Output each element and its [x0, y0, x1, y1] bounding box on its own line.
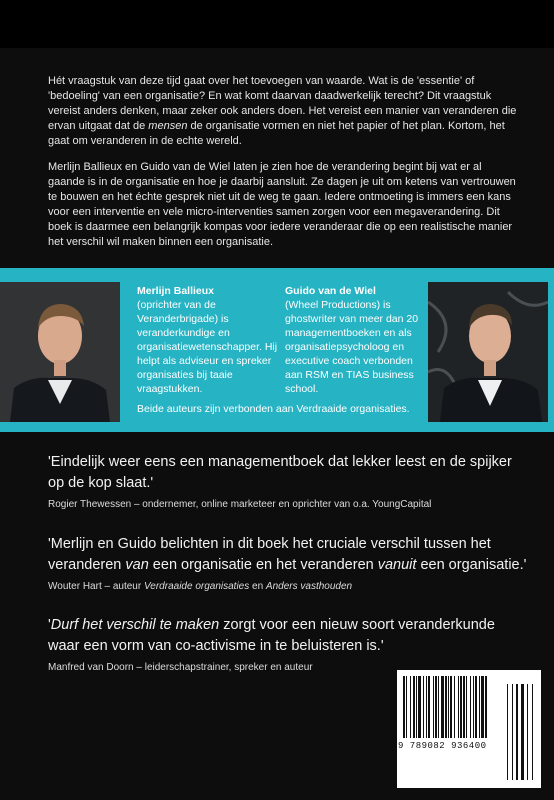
author-bio-merlijn — [137, 284, 279, 396]
quote-thewessen — [48, 452, 528, 510]
intro-text — [48, 74, 518, 261]
quote-attribution: Manfred van Doorn – leiderschapstrainer, spreker en auteur — [48, 662, 313, 673]
intro-paragraph-1: Hét vraagstuk van deze tijd gaat over het toevoegen van waarde. Wat is de 'essentie' of 'bedoeling' van een organisatie? En wat komt daarvan daadwerkelijk terecht? Dit vraagstuk vereist anders denken, maar zeker ook anders doen. Het vereist een manier van veranderen die ervan uitgaat dat de mensen de organisatie vormen en niet het papier of het plan. Kortom, het gaat om veranderen in de echte wereld. — [48, 75, 517, 147]
barcode-bars — [397, 670, 541, 788]
quote-text: 'Durf het verschil te maken zorgt voor een nieuw soort veranderkunde waar een vorm van co-activisme in te beluisteren is.' — [48, 617, 495, 654]
author-bio-guido — [285, 284, 427, 396]
portrait-merlijn-image — [0, 282, 120, 422]
quote-text: 'Eindelijk weer eens een managementboek dat lekker leest en de spijker op de kop slaat.' — [48, 454, 512, 491]
quote-text: 'Merlijn en Guido belichten in dit boek het cruciale verschil tussen het veranderen van een organisatie en het veranderen vanuit een organisatie.' — [48, 536, 527, 573]
quote-attribution: Wouter Hart – auteur Verdraaide organisaties en Anders vasthouden — [48, 581, 353, 592]
quote-hart — [48, 534, 528, 592]
intro-paragraph-2: Merlijn Ballieux en Guido van de Wiel laten je zien hoe de verandering begint bij wat er al gaande is in de organisatie en hoe je daarbij aansluit. Ze dagen je uit om ketens van vertrouwen te bouwen en het échte gesprek niet uit de weg te gaan. Iedere ontmoeting is immers een kans voor een interventie en vele micro-interventies samen zorgen voor een megaverandering. Dit boek is daarmee een belangrijk kompas voor iedere veranderaar die op een realistische manier het verschil wil maken binnen een organisatie. — [48, 161, 516, 248]
quote-van-doorn — [48, 615, 528, 673]
cover-top-band — [0, 0, 554, 48]
both-authors-note: Beide auteurs zijn verbonden aan Verdraaide organisaties. — [137, 403, 410, 415]
isbn-barcode — [397, 670, 541, 788]
author-photo-guido — [428, 282, 548, 422]
author-name-guido: Guido van de Wiel — [285, 285, 376, 297]
isbn-number: 9 789082 936400 — [398, 741, 487, 751]
author-description-merlijn: (oprichter van de Veranderbrigade) is veranderkundige en organisatiewetenschapper. Hij helpt als adviseur en spreker organisaties bij taaie vraagstukken. — [137, 299, 278, 395]
author-description-guido: (Wheel Productions) is ghostwriter van meer dan 20 managementboeken en als organisatiepsycholoog en executive coach verbonden aan RSM en TIAS business school. — [285, 299, 419, 395]
author-photo-merlijn — [0, 282, 120, 422]
quote-attribution: Rogier Thewessen – ondernemer, online marketeer en oprichter van o.a. YoungCapital — [48, 499, 432, 510]
author-name-merlijn: Merlijn Ballieux — [137, 285, 215, 297]
portrait-guido-image — [428, 282, 548, 422]
